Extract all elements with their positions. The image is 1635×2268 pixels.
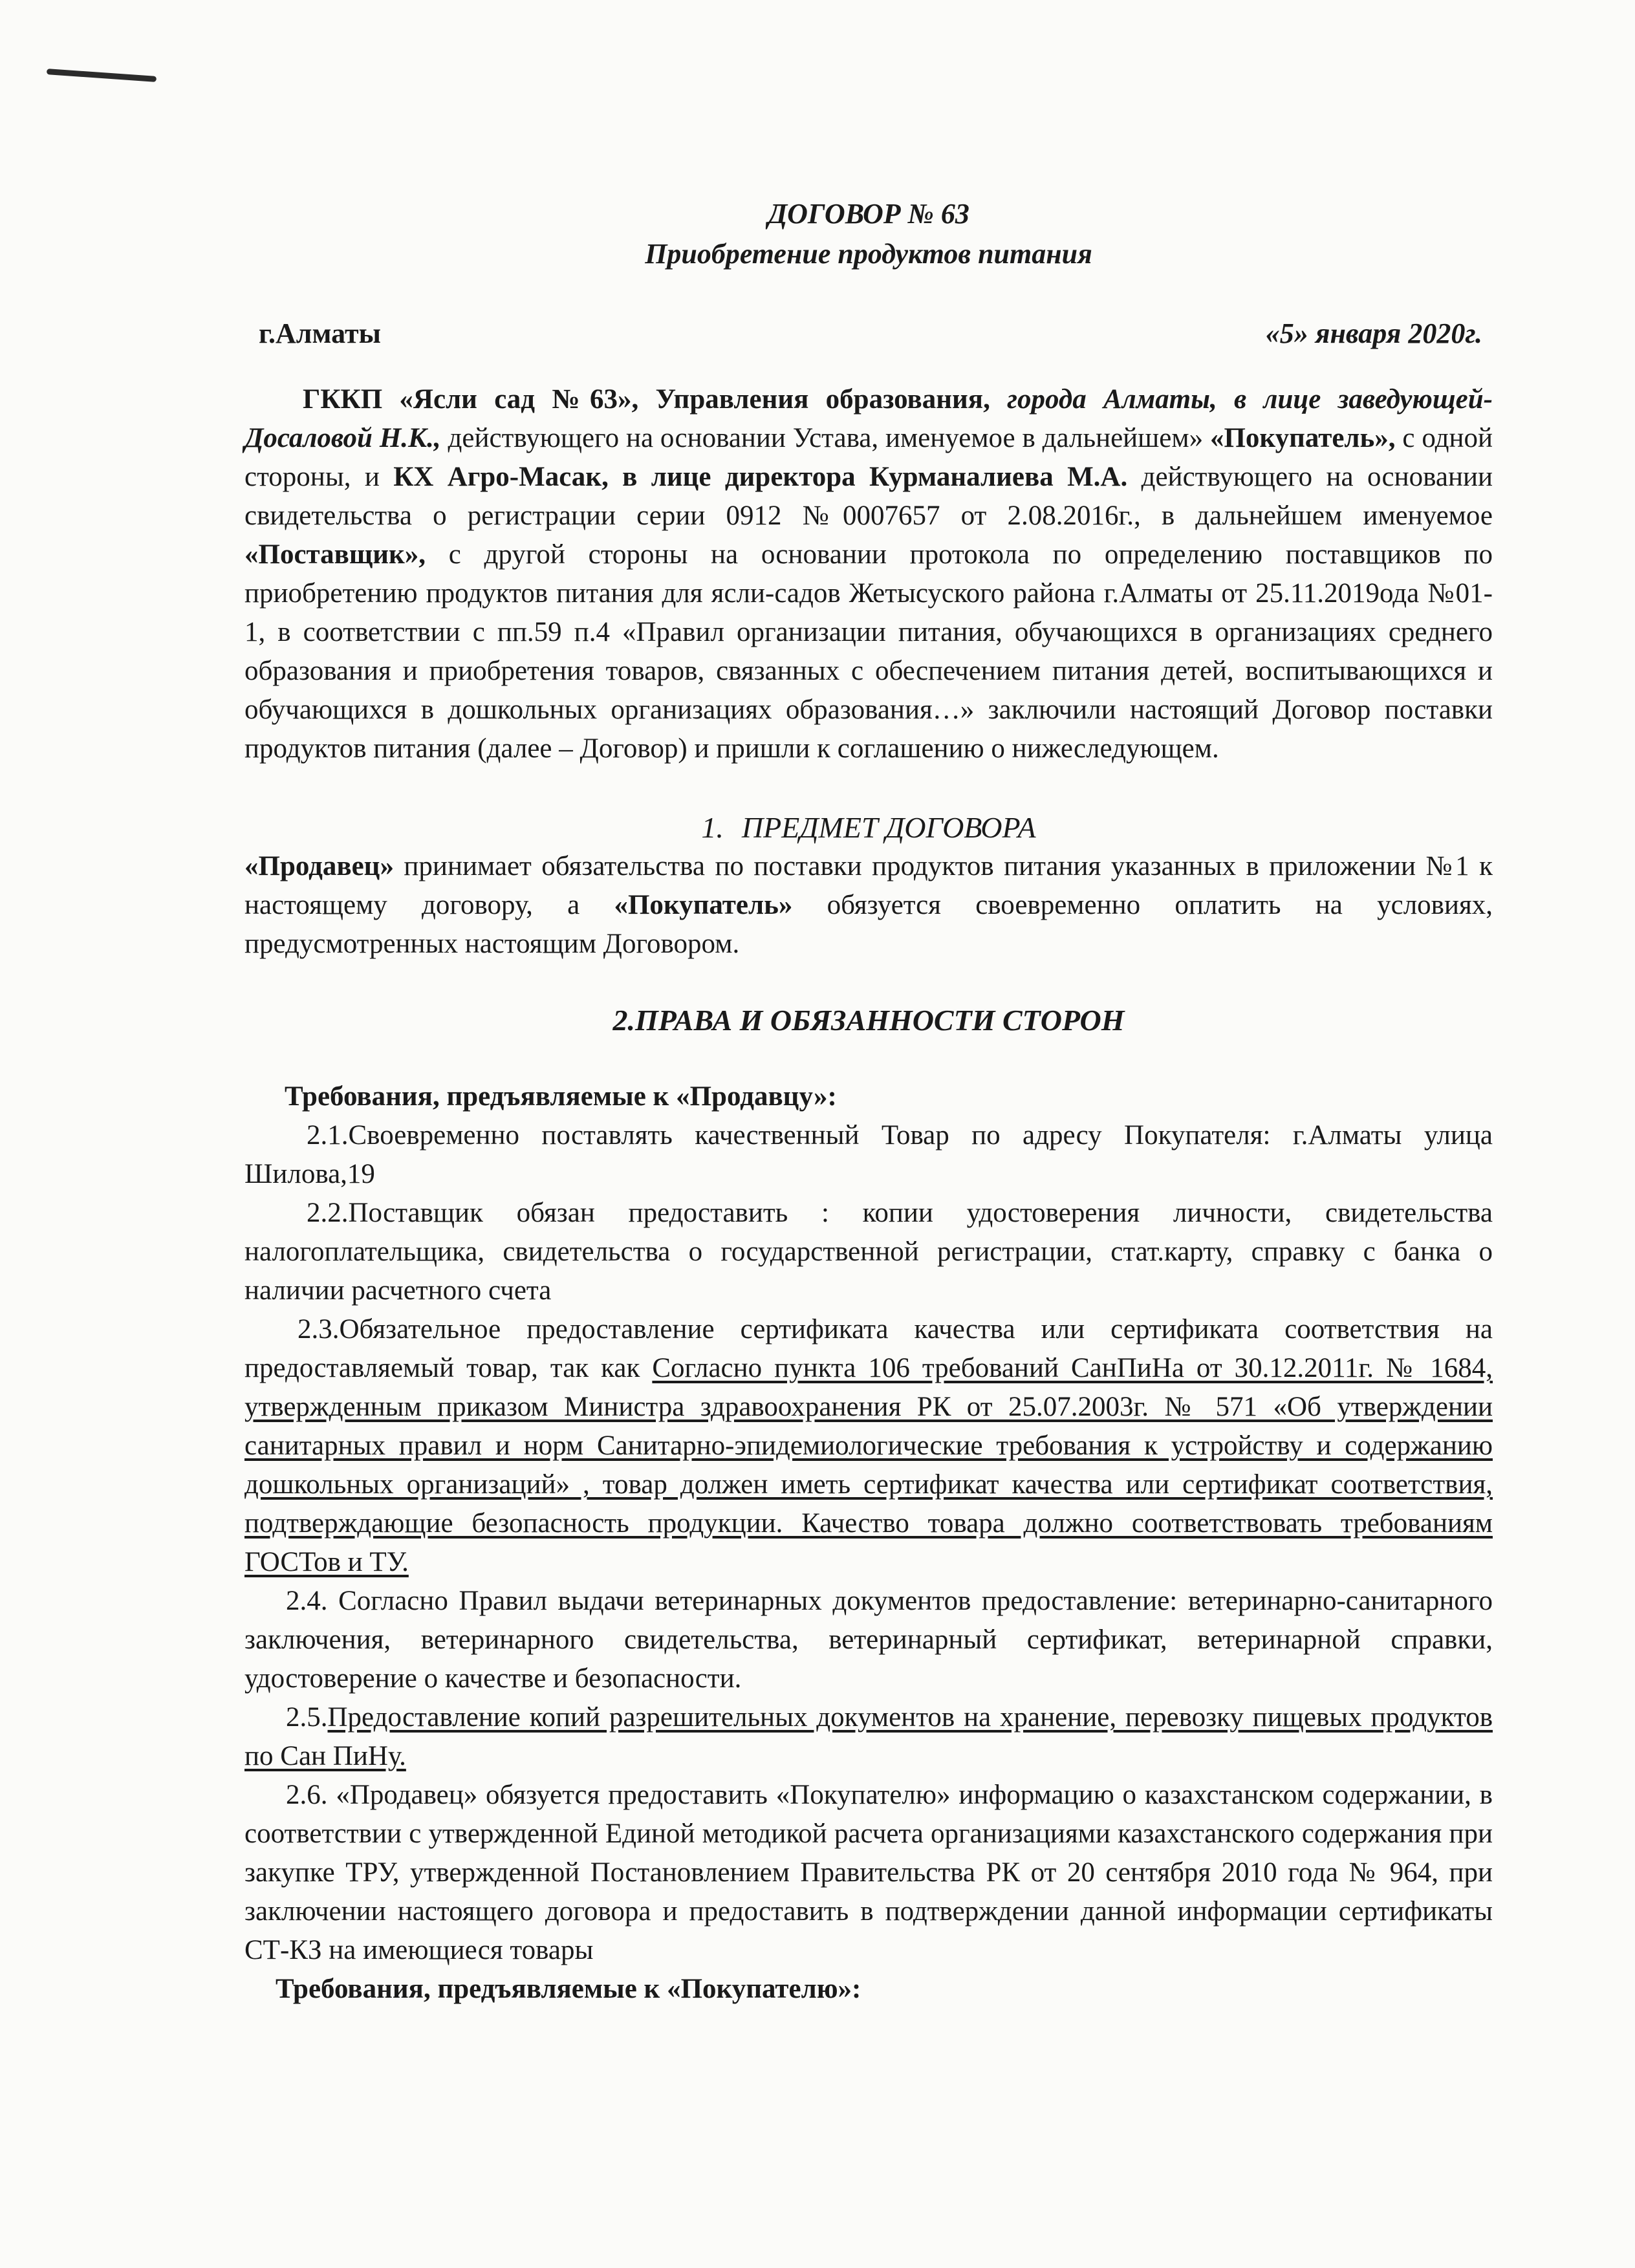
intro-text-4: с другой стороны на основании протокола по определению поставщиков по приобретению продуктов питания для ясли-садов Жетысуского района г.Алматы от 25.11.2019ода №01-1, в соответствии с пп.59 п.4 «Правил организации питания, обучающихся в организациях среднего образования и приобретения товаров, связанных с обеспечением питания детей, воспитывающихся и обучающихся в дошкольных организациях образования…» заключили настоящий Договор поставки продуктов питания (далее – Договор) и пришли к соглашению о нижеследующем. — [244, 539, 1493, 764]
contract-title: ДОГОВОР № 63 — [768, 198, 969, 230]
clause-2-3-underlined: Согласно пункта 106 требований СанПиНа от 30.12.2011г. № 1684, утвержденным приказом Министра здравоохранения РК от 25.07.2003г. № 571 «Об утверждении санитарных правил и норм Санитарно-эпидемиологические требования к устройству и содержанию дошкольных организаций» , товар должен иметь сертификат качества или сертификат соответствия, подтверждающие безопасность продукции. Качество товара должно соответствовать требованиям ГОСТов и ТУ. — [244, 1353, 1493, 1577]
section-1-paragraph — [244, 847, 1493, 964]
clause-2-5-number: 2.5. — [286, 1702, 328, 1733]
buyer-requirements-heading: Требования, предъявляемые к «Покупателю»: — [276, 1974, 861, 2004]
contract-date: «5» января 2020г. — [1265, 318, 1482, 349]
document-page — [244, 194, 1493, 2009]
intro-text-2: с одной стороны, и — [244, 423, 1493, 492]
section-2-heading: 2.ПРАВА И ОБЯЗАННОСТИ СТОРОН — [612, 1004, 1125, 1037]
supplier-role: «Поставщик», — [244, 539, 426, 570]
section-1-text-1: принимает обязательства по поставки продуктов питания указанных в приложении №1 к настоящему договору, а — [244, 851, 1493, 920]
intro-text-3: действующего на основании свидетельства о регистрации серии 0912 №0007657 от 2.08.2016г., в дальнейшем именуемое — [244, 462, 1493, 531]
clause-2-6: 2.6. «Продавец» обязуется предоставить «Покупателю» информацию о казахстанском содержании, в соответствии с утвержденной Единой методикой расчета организациями казахстанского содержания при закупке ТРУ, утвержденной Постановлением Правительства РК от 20 сентября 2010 года № 964, при заключении настоящего договора и предоставить в подтверждении данной информации сертификаты СТ-КЗ на имеющиеся товары — [244, 1780, 1493, 1965]
section-1-title: ПРЕДМЕТ ДОГОВОРА — [741, 811, 1036, 844]
place-date-row — [244, 314, 1493, 353]
buyer-representative: города Алматы, в лице заведующей- Досаловой Н.К., — [244, 384, 1493, 453]
section-1-text-2: обязуется своевременно оплатить на условиях, предусмотренных настоящим Договором. — [244, 890, 1493, 959]
clause-2-2: 2.2.Поставщик обязан предоставить : копии удостоверения личности, свидетельства налогоплательщика, свидетельства о государственной регистрации, стат.карту, справку с банка о наличии расчетного счета — [244, 1198, 1493, 1306]
buyer-org: ГККП «Ясли сад №63», Управления образования, — [303, 384, 990, 415]
contract-city: г.Алматы — [259, 318, 381, 349]
buyer-role: «Покупатель», — [1209, 423, 1396, 453]
clause-2-3-text: 2.3.Обязательное предоставление сертификата качества или сертификата соответствия на предоставляемый товар, так как — [244, 1314, 1493, 1383]
intro-paragraph — [244, 380, 1493, 768]
scan-mark — [47, 69, 157, 82]
supplier-org: КХ Агро-Масак, в лице директора Курманалиева М.А. — [393, 462, 1128, 492]
contract-subtitle: Приобретение продуктов питания — [645, 238, 1092, 270]
clause-2-5 — [244, 1698, 1493, 1776]
section-1-heading — [244, 808, 1493, 847]
intro-text-1: действующего на основании Устава, именуемое в дальнейшем» — [448, 423, 1204, 453]
seller-label: «Продавец» — [244, 851, 394, 881]
seller-requirements-heading: Требования, предъявляемые к «Продавцу»: — [285, 1081, 837, 1112]
section-1-number: 1. — [701, 811, 724, 844]
clause-2-3 — [244, 1310, 1493, 1582]
clause-2-1: 2.1.Своевременно поставлять качественный Товар по адресу Покупателя: г.Алматы улица Шилова,19 — [244, 1120, 1493, 1189]
clause-2-4: 2.4. Согласно Правил выдачи ветеринарных документов предоставление: ветеринарно-санитарного заключения, ветеринарного свидетельства, ветеринарный сертификат, ветеринарной справки, удостоверение о качестве и безопасности. — [244, 1586, 1493, 1694]
buyer-label: «Покупатель» — [614, 890, 793, 920]
clause-2-5-underlined: Предоставление копий разрешительных документов на хранение, перевозку пищевых продуктов по Сан ПиНу. — [244, 1702, 1493, 1771]
